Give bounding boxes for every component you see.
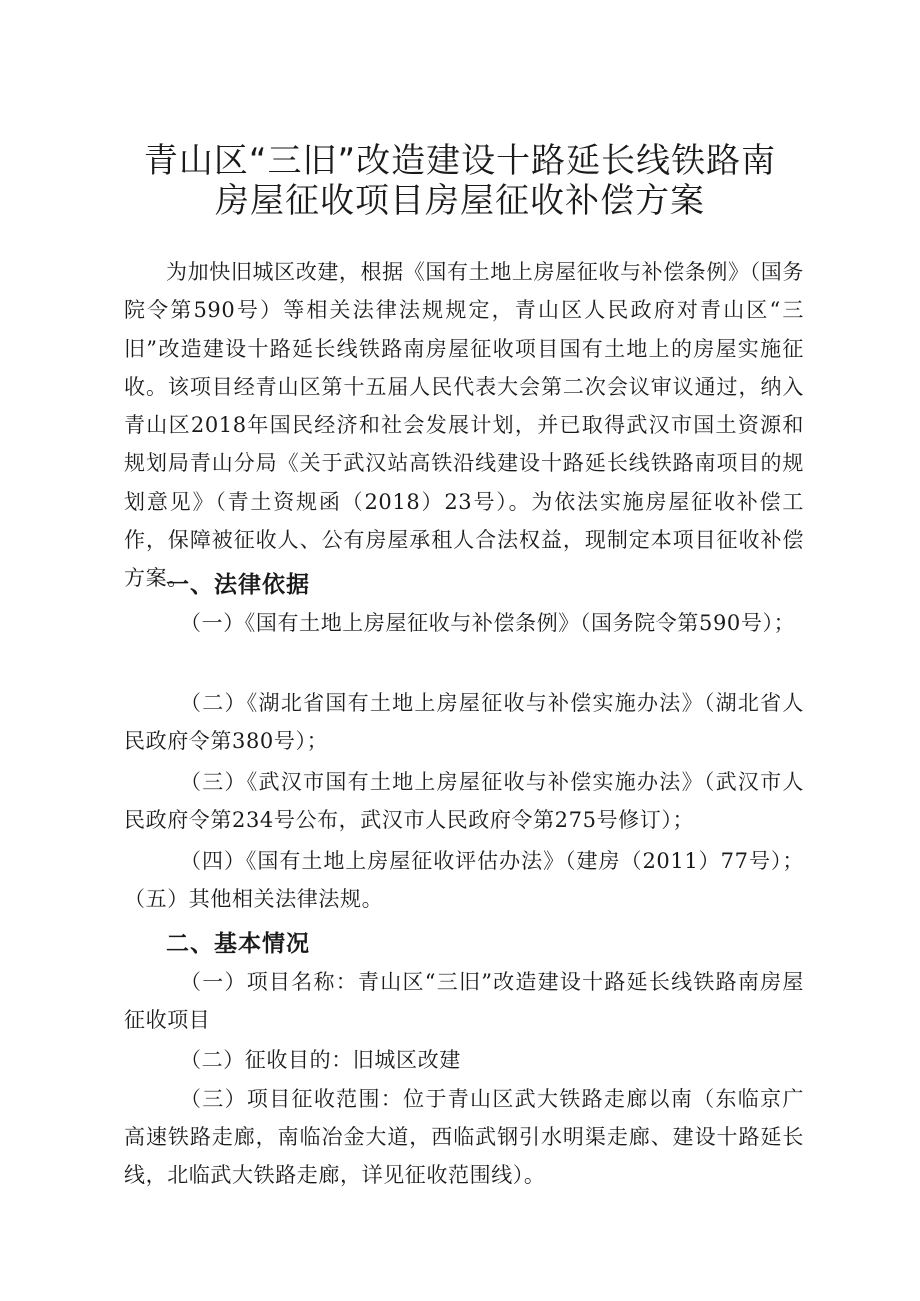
legal-basis-item: （二）《湖北省国有土地上房屋征收与补偿实施办法》（湖北省人民政府令第380号）；: [124, 691, 804, 753]
legal-basis-item: （三）《武汉市国有土地上房屋征收与补偿实施办法》（武汉市人民政府令第234号公布，武汉市人民政府令第275号修订）；: [124, 770, 804, 832]
section-2-heading: 二、基本情况: [166, 931, 310, 957]
basic-info-item: （二）征收目的：旧城区改建: [180, 1048, 461, 1072]
section-1-heading: 一、法律依据: [166, 572, 310, 598]
document-title-line-2: 房屋征收项目房屋征收补偿方案: [215, 181, 705, 221]
basic-info-item: （一）项目名称：青山区“三旧”改造建设十路延长线铁路南房屋征收项目: [124, 970, 804, 1032]
legal-basis-item: （四）《国有土地上房屋征收评估办法》（建房（2011）77号）；（五）其他相关法律法规。: [124, 849, 804, 911]
intro-paragraph: 为加快旧城区改建，根据《国有土地上房屋征收与补偿条例》（国务院令第590号）等相关法律法规规定，青山区人民政府对青山区“三旧”改造建设十路延长线铁路南房屋征收项目国有土地上的房屋实施征收。该项目经青山区第十五届人民代表大会第二次会议审议通过，纳入青山区2018年国民经济和社会发展计划，并已取得武汉市国土资源和规划局青山分局《关于武汉站高铁沿线建设十路延长线铁路南项目的规划意见》（青土资规函（2018）23号）。为依法实施房屋征收补偿工作，保障被征收人、公有房屋承租人合法权益，现制定本项目征收补偿方案。: [124, 260, 804, 591]
document-title-line-1: 青山区“三旧”改造建设十路延长线铁路南: [143, 141, 777, 181]
legal-basis-item: （一）《国有土地上房屋征收与补偿条例》（国务院令第590号）；: [180, 611, 796, 635]
basic-info-item: （三）项目征收范围：位于青山区武大铁路走廊以南（东临京广高速铁路走廊，南临冶金大道，西临武钢引水明渠走廊、建设十路延长线，北临武大铁路走廊，详见征收范围线）。: [124, 1087, 804, 1187]
